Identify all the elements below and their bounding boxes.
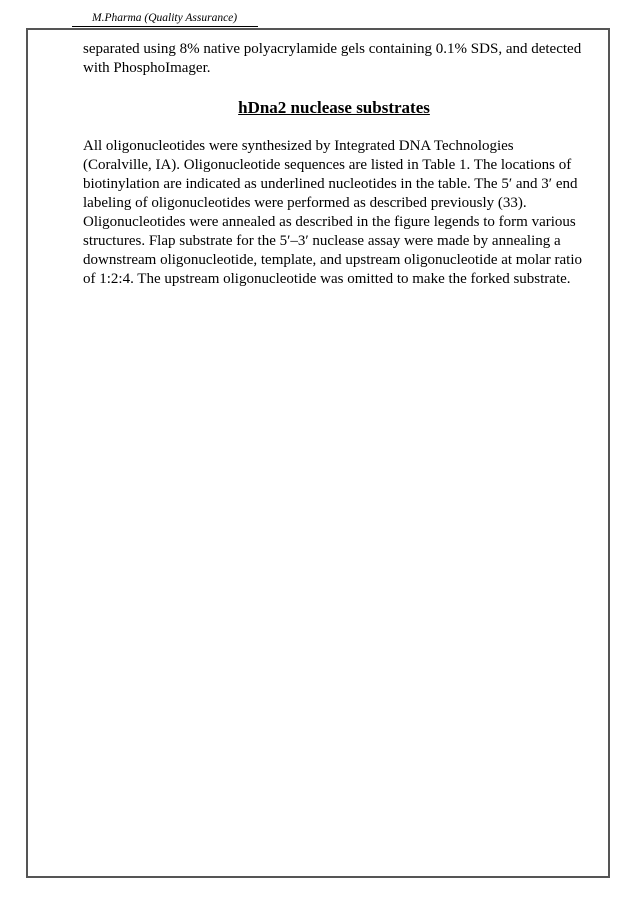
paragraph-substrates: All oligonucleotides were synthesized by Integrated DNA Technologies (Coralville, IA). Oligonucleotide sequences are listed in Table 1. The locations of biotinylation are indicated as underlined nucleotides in the table. The 5′ and 3′ end labeling of oligonucleotides were performed as described previously (33). Oligonucleotides were annealed as described in the figure legends to form various structures. Flap substrate for the 5′–3′ nuclease assay were made by annealing a downstream oligonucleotide, template, and upstream oligonucleotide at molar ratio of 1:2:4. The upstream oligonucleotide was omitted to make the forked substrate. — [83, 138, 583, 287]
section-heading: hDna2 nuclease substrates — [238, 98, 430, 117]
document-body — [83, 40, 585, 289]
header-rule — [72, 26, 258, 27]
running-header: M.Pharma (Quality Assurance) — [92, 12, 238, 24]
paragraph-continuation: separated using 8% native polyacrylamide gels containing 0.1% SDS, and detected with PhosphoImager. — [83, 41, 582, 76]
